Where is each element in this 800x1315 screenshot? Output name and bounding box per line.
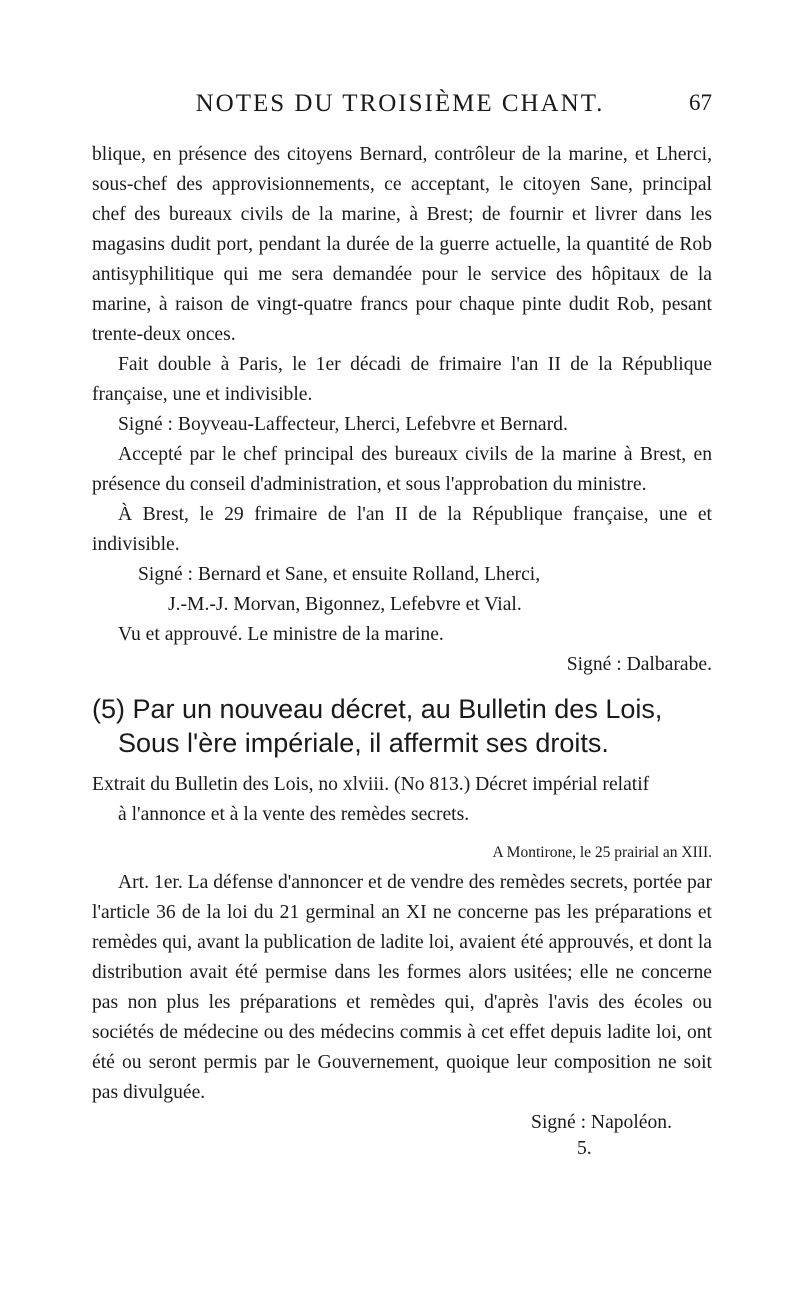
verse-heading bbox=[92, 692, 712, 760]
dated-brest-paragraph: À Brest, le 29 frimaire de l'an II de la République française, une et indivisible. bbox=[92, 504, 712, 555]
approval-line: Vu et approuvé. Le ministre de la marine. bbox=[118, 624, 444, 645]
running-title: NOTES DU TROISIÈME CHANT. bbox=[195, 90, 605, 117]
verse-heading-line-2: Sous l'ère impériale, il affermit ses droits. bbox=[118, 728, 609, 758]
dated-paris-paragraph: Fait double à Paris, le 1er décadi de frimaire l'an II de la République française, une et indivisible. bbox=[92, 354, 712, 405]
contract-paragraph: blique, en présence des citoyens Bernard, contrôleur de la marine, et Lherci, sous-chef des approvisionnements, ce acceptant, le citoyen Sane, principal chef des bureaux civils de la marine, à Brest; de fournir et livrer dans les magasins dudit port, pendant la durée de la guerre actuelle, la quantité de Rob antisyphilitique qui me sera demandée pour le service des hôpitaux de la marine, à raison de vingt-quatre francs pour chaque pinte dudit Rob, pesant trente-deux onces. bbox=[92, 144, 712, 345]
extract-title-line-1: Extrait du Bulletin des Lois, no xlviii. (No 813.) Décret impérial relatif bbox=[92, 774, 650, 795]
folio-mark: 5. bbox=[577, 1138, 592, 1159]
place-date: A Montirone, le 25 prairial an XIII. bbox=[492, 844, 712, 861]
signature-line-1: Signé : Boyveau-Laffecteur, Lherci, Lefebvre et Bernard. bbox=[118, 414, 568, 435]
page-body bbox=[92, 140, 712, 1164]
signature-line-2b: J.-M.-J. Morvan, Bigonnez, Lefebvre et Vial. bbox=[168, 594, 522, 615]
signature-line-2a: Signé : Bernard et Sane, et ensuite Rolland, Lherci, bbox=[138, 564, 541, 585]
page-header bbox=[0, 90, 800, 126]
extract-title-line-2: à l'annonce et à la vente des remèdes secrets. bbox=[118, 804, 470, 825]
extract-title bbox=[92, 770, 712, 830]
acceptance-paragraph: Accepté par le chef principal des bureaux civils de la marine à Brest, en présence du conseil d'administration, et sous l'approbation du ministre. bbox=[92, 444, 712, 495]
page-number: 67 bbox=[689, 90, 712, 115]
signature-dalbarabe: Signé : Dalbarabe. bbox=[566, 654, 712, 675]
verse-heading-line-1: (5) Par un nouveau décret, au Bulletin des Lois, bbox=[92, 694, 663, 724]
signature-napoleon: Signé : Napoléon. bbox=[531, 1112, 672, 1133]
article-1: Art. 1er. La défense d'annoncer et de vendre des remèdes secrets, portée par l'article 36 de la loi du 21 germinal an XI ne concerne pas les préparations et remèdes qui, avant la publication de ladite loi, avaient été approuvés, et dont la distribution avait été permise dans les formes alors usitées; elle ne concerne pas non plus les préparations et remèdes qui, d'après l'avis des écoles ou sociétés de médecine ou des médecins commis à cet effet depuis ladite loi, ont été ou seront permis par le Gouvernement, quoique leur composition ne soit pas divulguée. bbox=[92, 872, 712, 1103]
